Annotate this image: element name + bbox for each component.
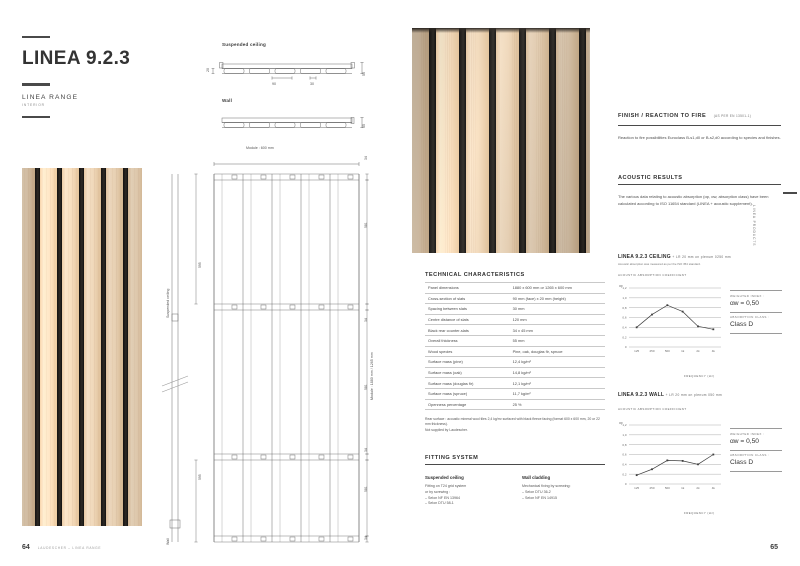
svg-text:250: 250 [649, 486, 655, 490]
table-row [425, 399, 605, 410]
fire-rule [618, 125, 781, 126]
module-top-label: Module : 600 mm [246, 146, 274, 150]
elevation-dim-right-1: 581 [364, 222, 368, 228]
svg-text:αp: αp [619, 421, 623, 425]
table-cell-value: 120 mm [510, 314, 605, 325]
chart-wall-subtitle: ACOUSTIC ABSORPTION COEFFICIENT [618, 407, 687, 411]
svg-text:0,4: 0,4 [622, 462, 627, 467]
table-cell-key: Overall thickness [425, 335, 510, 346]
table-row [425, 378, 605, 389]
ceiling-span-dim-90: 90 [272, 82, 276, 86]
table-row [425, 335, 605, 346]
table-row [425, 314, 605, 325]
technical-characteristics-section [425, 272, 605, 433]
fitting-column-body: Fitting on T24 grid system or by screwing : – Selon NF EN 13964 – Selon DTU 58-1 [425, 484, 467, 506]
chart-ceiling-weighted-index-label: WEIGHTED INDEX : [730, 293, 765, 298]
legend-rule-bottom-2 [730, 471, 782, 472]
svg-text:1k: 1k [681, 349, 685, 353]
legend-rule-top-2 [730, 428, 782, 429]
title-block [22, 36, 197, 118]
legend-rule-mid-2 [730, 450, 782, 451]
table-cell-value: 12,4 kg/m² [510, 357, 605, 368]
table-row [425, 346, 605, 357]
chart-ceiling-legend [730, 290, 782, 334]
table-cell-key: Wood species [425, 346, 510, 357]
slat-panel-elevation-photo [22, 168, 142, 526]
table-cell-key: Surface mass (spruce) [425, 388, 510, 399]
fitting-system-columns [425, 475, 605, 507]
svg-text:500: 500 [664, 486, 670, 490]
chart-wall-title: LINEA 9.2.3 WALL + LR 20 mm on plenum 050 mm [618, 392, 723, 398]
wall-section [222, 98, 352, 103]
table-cell-key: Surface mass (douglas fir) [425, 378, 510, 389]
chart-ceiling-class-value: Class D [730, 321, 754, 329]
svg-text:2k: 2k [696, 349, 700, 353]
chart-wall-weighted-index-value: αw = 0,50 [730, 437, 759, 445]
wall-section-title: Wall [222, 98, 233, 103]
chart-wall-class-value: Class D [730, 459, 754, 467]
table-cell-key: Panel dimensions [425, 283, 510, 294]
svg-text:1,0: 1,0 [622, 295, 627, 300]
elevation-dim-right-6: 34 [364, 536, 368, 540]
svg-text:0: 0 [624, 482, 627, 487]
chart-ceiling-plot [618, 283, 723, 359]
chart-ceiling-note: Acoustic absorption was measured as per the ISO 354 standard. [618, 261, 701, 266]
technical-footnote-line: Rear surface : acoustic mineral wool tiles 2,4 kg/m² surfaced with black fleece facing (format 600 x 600 mm, 20 or 22 mm thickness). [425, 417, 600, 427]
suspended-ceiling-section-title: Suspended ceiling [222, 42, 266, 47]
table-row [425, 304, 605, 315]
fire-body: Reaction to fire possibilities Euroclass B-s1,d0 or B-s2,d0 according to species and finishes. [618, 135, 781, 141]
chart-ceiling-class-label: ABSORPTION CLASS : [730, 315, 770, 320]
svg-text:0,8: 0,8 [622, 442, 627, 447]
table-row [425, 325, 605, 336]
svg-text:1,0: 1,0 [622, 432, 627, 437]
chart-wall-plot [618, 420, 723, 496]
table-cell-value: 55 mm [510, 335, 605, 346]
acoustic-rule [618, 184, 781, 185]
fitting-system-rule [425, 464, 605, 465]
table-cell-key: Openness percentage [425, 399, 510, 410]
page-title: LINEA 9.2.3 [22, 48, 131, 70]
table-cell-value: 34 x 45 mm [510, 325, 605, 336]
elevation-dim-right-0: 34 [364, 156, 368, 160]
fire-heading: FINISH / REACTION TO FIRE [618, 113, 707, 119]
svg-text:125: 125 [634, 349, 640, 353]
catalog-page: LINEA 9.2.3 LINEA RANGE INTERIOR Suspended ceiling 20 55 90 30 Wall 55 Module : 600 mm Suspended ceiling Wall Module : 1880 mm / 1265 mm TECHNICAL CHARACTERISTICS Panel dimensions 1880 x 600 mm or 1265 x 600 mm Cross-section of slats 90 mm (face) x 20 mm (height) Spacing between slats 30 mm Centre distance of slats 120 mm Black rear counter-slats 34 x 45 mm Overall thickness 55 mm Wood species Pine, oak, douglas fir, spruce Surface mass (pine) 12,4 kg/m² Surface mass (oak) 14,8 kg/m² Surface mass (douglas fir) 12,1 kg/m² Surface mass (spruce) 11,7 kg/m² Openness percentage 25 % Rear surface : acoustic mineral wool tiles 2,4 kg/m² surfaced with black fleece facing (format 600 x 600 mm, 20 or 22 mm thickness). Not supplied by Laudescher. FITTING SYSTEM Suspended ceiling Fitting on T24 grid system or by screwing : – Selon NF EN 13964 – Selon DTU 58-1 Wall cladding Mechanical fixing by screwing: – Selon DTU 36-2 – Selon NF EN 14915 FINISH / REACTION TO FIRE (AS PER EN 13501-1) Reaction to fire possibilities Euroclass B-s1,d0 or B-s2,d0 according to species and finishes. ACOUSTIC RESULTS The various data relating to acoustic absorption (αp, αw, absorption class) have been calculated according to ISO 11654 standard (LINEA + acoustic supplement). LINEA 9.2.3 CEILING + LR 20 mm on plenum 0250 mm Acoustic absorption was measured as per the ISO 354 standard. ACOUSTIC ABSORPTION COEFFICIENT 0 0,2 0,4 0,6 0,8 1,0 1,2 125 250 500 1k 2k 4k αp FREQUENCY (Hz) WEIGHTED INDEX : αw = 0,50 ABSORPTION CLASS : Class D LINEA 9.2.3 WALL + LR 20 mm on plenum 050 mm ACOUSTIC ABSORPTION COEFFICIENT 0 0,2 0,4 0,6 0,8 1,0 1,2 125 250 500 1k 2k 4k αp FREQUENCY (Hz) WEIGHTED INDEX : αw = 0,50 ABSORPTION CLASS : Class D LINEA PRODUCTS 64 LAUDESCHER – LINEA RANGE 65 34 581 34 581 34 581 34 595 595 [0, 0, 800, 566]
side-tab-rule [783, 192, 797, 194]
svg-text:2k: 2k [696, 486, 700, 490]
fire-heading-sub: (AS PER EN 13501-1) [713, 114, 752, 118]
technical-footnote [425, 417, 605, 433]
interior-label: INTERIOR [22, 103, 45, 108]
table-cell-value: 12,1 kg/m² [510, 378, 605, 389]
elevation-dim-right-5: 581 [364, 486, 368, 492]
svg-text:0,8: 0,8 [622, 305, 627, 310]
slat-panel-perspective-photo [412, 28, 590, 253]
suspended-ceiling-section [222, 42, 352, 47]
suspended-ceiling-section-drawing [200, 50, 370, 95]
svg-text:1,2: 1,2 [622, 286, 627, 291]
legend-rule-bottom [730, 333, 782, 334]
table-cell-value: 30 mm [510, 304, 605, 315]
fitting-system-heading: FITTING SYSTEM [425, 455, 479, 461]
table-cell-value: 90 mm (face) x 20 mm (height) [510, 293, 605, 304]
table-cell-value: 11,7 kg/m² [510, 388, 605, 399]
table-row [425, 283, 605, 294]
chart-wall-block [618, 392, 783, 411]
chart-ceiling-title: LINEA 9.2.3 CEILING + LR 20 mm on plenum 0250 mm [618, 254, 731, 260]
svg-text:0: 0 [624, 345, 627, 350]
technical-characteristics-heading: TECHNICAL CHARACTERISTICS [425, 272, 525, 278]
fitting-system-section [425, 455, 605, 507]
svg-text:1k: 1k [681, 486, 685, 490]
footer-page-number-right: 65 [770, 544, 778, 551]
chart-wall-legend [730, 428, 782, 472]
chart-wall-weighted-index-label: WEIGHTED INDEX : [730, 431, 765, 436]
footer-page-number-left: 64 [22, 544, 30, 551]
side-tab-label: LINEA PRODUCTS [751, 205, 756, 247]
svg-text:0,6: 0,6 [622, 452, 627, 457]
side-tab [751, 205, 797, 247]
svg-text:500: 500 [664, 349, 670, 353]
table-cell-key: Surface mass (pine) [425, 357, 510, 368]
chart-ceiling-subtitle: ACOUSTIC ABSORPTION COEFFICIENT [618, 272, 687, 277]
table-row [425, 367, 605, 378]
svg-text:0,2: 0,2 [622, 472, 627, 477]
svg-text:0,4: 0,4 [622, 325, 627, 330]
fitting-column-body: Mechanical fixing by screwing: – Selon DTU 36-2 – Selon NF EN 14915 [522, 484, 571, 500]
elevation-drawing [156, 154, 371, 544]
elevation-dim-right-4: 34 [364, 448, 368, 452]
svg-text:125: 125 [634, 486, 640, 490]
elevation-dim-left-0: 595 [198, 262, 202, 268]
technical-footnote-line: Not supplied by Laudescher. [425, 427, 468, 432]
table-row [425, 293, 605, 304]
svg-text:250: 250 [649, 349, 655, 353]
table-cell-value: Pine, oak, douglas fir, spruce [510, 346, 605, 357]
range-label: LINEA RANGE [22, 93, 79, 101]
svg-text:1,2: 1,2 [622, 423, 627, 428]
fitting-column-title: Wall cladding [522, 475, 551, 481]
fire-section [618, 104, 781, 142]
svg-text:4k: 4k [711, 349, 715, 353]
chart-ceiling-weighted-index-value: αw = 0,50 [730, 299, 759, 307]
legend-rule-mid [730, 312, 782, 313]
chart-ceiling-block [618, 254, 783, 277]
fitting-column-1 [522, 475, 605, 507]
wall-section-drawing [200, 106, 370, 136]
fire-heading-row [618, 104, 781, 122]
acoustic-section [618, 175, 781, 207]
table-cell-key: Black rear counter-slats [425, 325, 510, 336]
svg-text:4k: 4k [711, 486, 715, 490]
chart-wall-xlabel: FREQUENCY (Hz) [684, 511, 715, 515]
technical-characteristics-table [425, 282, 605, 410]
ceiling-span-dim-30: 30 [310, 82, 314, 86]
title-rule-mid [22, 83, 50, 85]
chart-wall-class-label: ABSORPTION CLASS : [730, 453, 770, 458]
title-rule-top [22, 36, 50, 38]
title-rule-bottom [22, 116, 50, 118]
svg-text:0,2: 0,2 [622, 335, 627, 340]
table-cell-value: 1880 x 600 mm or 1265 x 600 mm [510, 283, 605, 294]
table-cell-value: 25 % [510, 399, 605, 410]
footer-left [22, 544, 101, 551]
elevation-dim-right-2: 34 [364, 318, 368, 322]
elevation-dim-left-1: 595 [198, 474, 202, 480]
elevation-dim-right-3: 581 [364, 384, 368, 390]
fitting-column-0 [425, 475, 508, 507]
table-cell-key: Centre distance of slats [425, 314, 510, 325]
table-cell-key: Spacing between slats [425, 304, 510, 315]
svg-text:0,6: 0,6 [622, 315, 627, 320]
acoustic-heading: ACOUSTIC RESULTS [618, 175, 683, 181]
table-row [425, 388, 605, 399]
legend-rule-top [730, 290, 782, 291]
acoustic-body: The various data relating to acoustic absorption (αp, αw, absorption class) have been calculated according to ISO 11654 standard (LINEA + acoustic supplement). [618, 194, 769, 206]
table-cell-key: Surface mass (oak) [425, 367, 510, 378]
table-cell-key: Cross-section of slats [425, 293, 510, 304]
table-row [425, 357, 605, 368]
footer-text: LAUDESCHER – LINEA RANGE [37, 546, 102, 550]
table-cell-value: 14,8 kg/m² [510, 367, 605, 378]
chart-ceiling-xlabel: FREQUENCY (Hz) [684, 374, 715, 378]
svg-text:αp: αp [619, 284, 623, 288]
fitting-column-title: Suspended ceiling [425, 475, 464, 481]
